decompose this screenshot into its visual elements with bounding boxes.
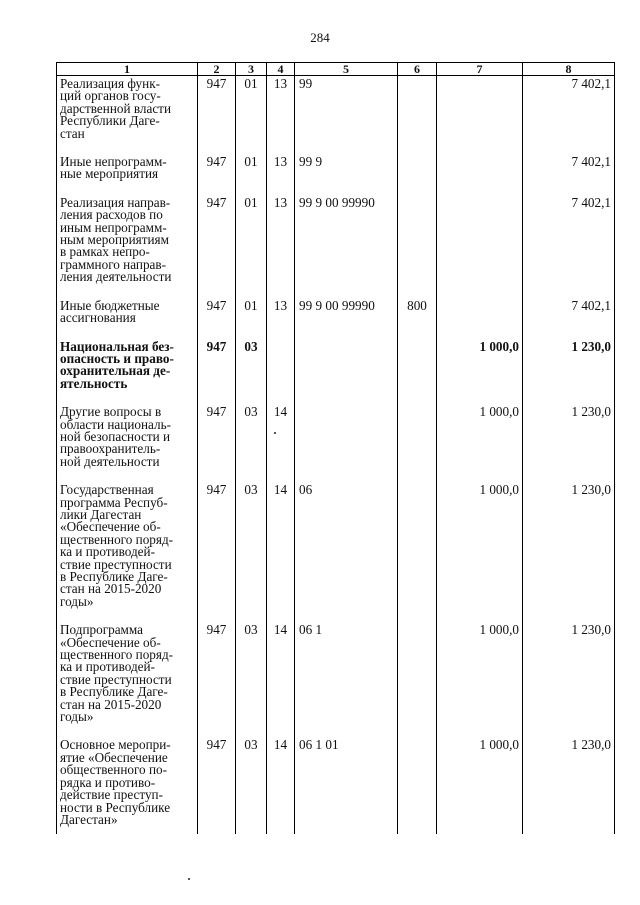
table-row: [57, 482, 615, 622]
subsection-code-cell: [267, 339, 295, 405]
subsection-code-cell: 13: [267, 195, 295, 298]
row-name-line: Подпрограмма: [60, 622, 144, 638]
column-header: 7: [437, 63, 523, 76]
target-article-cell: 99: [295, 76, 398, 155]
subsection-code-cell: 14: [267, 737, 295, 834]
scan-speck: [274, 432, 276, 434]
amount-2017-cell: 1 000,0: [437, 404, 523, 482]
row-name-line: ным мероприятиям: [60, 232, 169, 248]
amount-2018-cell: 1 230,0: [523, 339, 615, 405]
row-name-line: программа Респуб-: [60, 494, 168, 510]
row-name-line: Дагестан»: [60, 811, 118, 827]
row-name-line: в Республике Даге-: [60, 569, 168, 584]
expense-type-cell: [398, 482, 437, 622]
expense-type-cell: [398, 195, 437, 298]
amount-2018-cell: 1 230,0: [523, 482, 615, 622]
section-code-cell: 01: [236, 154, 267, 195]
table-body: [57, 76, 615, 835]
row-name-line: области националь-: [60, 416, 172, 432]
target-article-cell: [295, 339, 398, 405]
row-name-line: иным непрограмм-: [60, 219, 167, 235]
amount-2018-cell: 7 402,1: [523, 76, 615, 155]
expense-type-cell: [398, 154, 437, 195]
row-name-line: ления расходов по: [60, 207, 163, 223]
section-code-cell: 03: [236, 482, 267, 622]
amount-2017-cell: 1 000,0: [437, 339, 523, 405]
row-name-line: Основное меропри-: [60, 737, 171, 753]
admin-code-cell: 947: [198, 404, 236, 482]
target-article-cell: 99 9: [295, 154, 398, 195]
row-name-line: ятельность: [60, 375, 128, 391]
row-name-line: правоохранитель-: [60, 441, 161, 457]
column-header: 3: [236, 63, 267, 76]
row-name-line: ка и противодей-: [60, 659, 155, 675]
row-name-line: ятие «Обеспечение: [60, 749, 168, 765]
row-name-line: действие преступ-: [60, 787, 163, 803]
amount-2017-cell: 1 000,0: [437, 737, 523, 834]
subsection-code-cell: 14: [267, 482, 295, 622]
row-name-cell: [57, 737, 198, 834]
row-name-line: стан на 2015-2020: [60, 581, 162, 597]
amount-2018-cell: 1 230,0: [523, 622, 615, 737]
row-name-cell: [57, 482, 198, 622]
row-name-line: лики Дагестан: [60, 506, 142, 522]
target-article-cell: 99 9 00 99990: [295, 298, 398, 339]
column-header: 4: [267, 63, 295, 76]
target-article-cell: 06 1: [295, 622, 398, 737]
row-name-line: рядка и противо-: [60, 774, 156, 790]
row-name-line: «Обеспечение об-: [60, 519, 161, 535]
row-name-line: Реализация функ-: [60, 76, 160, 91]
admin-code-cell: 947: [198, 737, 236, 834]
amount-2017-cell: 1 000,0: [437, 622, 523, 737]
expense-type-cell: [398, 404, 437, 482]
row-name-line: ций органов госу-: [60, 88, 161, 104]
row-name-line: Другие вопросы в: [60, 404, 162, 420]
row-name-cell: [57, 339, 198, 405]
row-name-line: ствие преступности: [60, 671, 172, 687]
row-name-line: Республики Даге-: [60, 113, 160, 129]
target-article-cell: [295, 404, 398, 482]
row-name-cell: [57, 404, 198, 482]
subsection-code-cell: 13: [267, 298, 295, 339]
row-name-line: ствие преступности: [60, 556, 172, 572]
amount-2017-cell: 1 000,0: [437, 482, 523, 622]
row-name-line: годы»: [60, 593, 94, 609]
subsection-code-cell: 14: [267, 622, 295, 737]
amount-2017-cell: [437, 298, 523, 339]
row-name-cell: [57, 195, 198, 298]
table-row: [57, 298, 615, 339]
table-row: [57, 737, 615, 834]
header-row: [57, 63, 615, 76]
section-code-cell: 01: [236, 298, 267, 339]
admin-code-cell: 947: [198, 298, 236, 339]
row-name-line: опасность и право-: [60, 350, 174, 366]
section-code-cell: 03: [236, 622, 267, 737]
admin-code-cell: 947: [198, 482, 236, 622]
expense-type-cell: 800: [398, 298, 437, 339]
row-name-line: общественного по-: [60, 762, 167, 778]
column-header: 1: [57, 63, 198, 76]
row-name-line: годы»: [60, 709, 94, 725]
amount-2017-cell: [437, 76, 523, 155]
target-article-cell: 06 1 01: [295, 737, 398, 834]
row-name-line: Иные непрограмм-: [60, 154, 167, 170]
column-header: 2: [198, 63, 236, 76]
row-name-line: ления деятельности: [60, 269, 172, 285]
row-name-line: ные мероприятия: [60, 166, 159, 182]
row-name-cell: [57, 298, 198, 339]
admin-code-cell: 947: [198, 195, 236, 298]
admin-code-cell: 947: [198, 622, 236, 737]
section-code-cell: 03: [236, 339, 267, 405]
subsection-code-cell: 14: [267, 404, 295, 482]
subsection-code-cell: 13: [267, 76, 295, 155]
row-name-line: дарственной власти: [60, 100, 171, 116]
row-name-line: Национальная без-: [60, 338, 174, 354]
section-code-cell: 03: [236, 404, 267, 482]
table-row: [57, 404, 615, 482]
table-row: [57, 339, 615, 405]
amount-2018-cell: 7 402,1: [523, 298, 615, 339]
row-name-cell: [57, 622, 198, 737]
row-name-line: стан: [60, 125, 85, 141]
scan-speck: [188, 878, 190, 880]
row-name-line: охранительная де-: [60, 363, 171, 379]
table-row: [57, 622, 615, 737]
amount-2018-cell: 1 230,0: [523, 404, 615, 482]
target-article-cell: 06: [295, 482, 398, 622]
expense-type-cell: [398, 737, 437, 834]
amount-2018-cell: 7 402,1: [523, 154, 615, 195]
amount-2017-cell: [437, 154, 523, 195]
row-name-line: Иные бюджетные: [60, 297, 160, 313]
row-name-line: граммного направ-: [60, 256, 167, 272]
row-name-line: Реализация направ-: [60, 194, 171, 210]
row-name-line: ной деятельности: [60, 453, 160, 469]
section-code-cell: 01: [236, 76, 267, 155]
amount-2017-cell: [437, 195, 523, 298]
row-name-cell: [57, 76, 198, 155]
expense-type-cell: [398, 622, 437, 737]
column-header: 6: [398, 63, 437, 76]
section-code-cell: 01: [236, 195, 267, 298]
row-name-line: щественного поряд-: [60, 531, 174, 547]
table-row: [57, 195, 615, 298]
column-header: 5: [295, 63, 398, 76]
amount-2018-cell: 7 402,1: [523, 195, 615, 298]
expense-type-cell: [398, 339, 437, 405]
row-name-line: Государственная: [60, 482, 154, 498]
admin-code-cell: 947: [198, 154, 236, 195]
row-name-line: ной безопасности и: [60, 428, 171, 444]
row-name-line: в Республике Даге-: [60, 684, 168, 700]
subsection-code-cell: 13: [267, 154, 295, 195]
row-name-cell: [57, 154, 198, 195]
expense-type-cell: [398, 76, 437, 155]
target-article-cell: 99 9 00 99990: [295, 195, 398, 298]
admin-code-cell: 947: [198, 76, 236, 155]
row-name-line: щественного поряд-: [60, 647, 174, 663]
row-name-line: «Обеспечение об-: [60, 634, 161, 650]
table-row: [57, 76, 615, 155]
row-name-line: в рамках непро-: [60, 244, 150, 260]
page-number: 284: [310, 30, 330, 45]
row-name-line: ка и противодей-: [60, 544, 155, 560]
amount-2018-cell: 1 230,0: [523, 737, 615, 834]
admin-code-cell: 947: [198, 339, 236, 405]
row-name-line: стан на 2015-2020: [60, 696, 162, 712]
budget-table: [56, 62, 615, 834]
table-row: [57, 154, 615, 195]
row-name-line: ности в Республике: [60, 799, 171, 815]
row-name-line: ассигнования: [60, 310, 136, 326]
section-code-cell: 03: [236, 737, 267, 834]
column-header: 8: [523, 63, 615, 76]
